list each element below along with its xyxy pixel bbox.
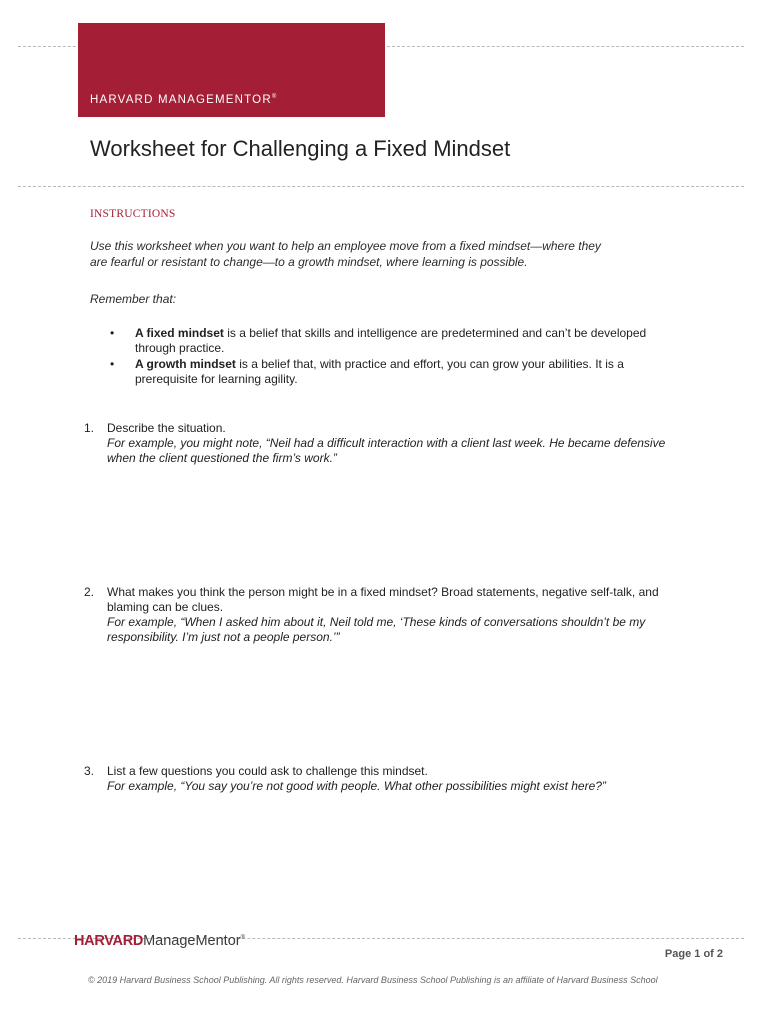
term: A fixed mindset	[135, 326, 224, 340]
question-example: when the client questioned the firm’s work.”	[107, 451, 337, 465]
question-prompt: What makes you think the person might be in a fixed mindset? Broad statements, negative self-talk, and	[107, 585, 659, 599]
definition-continued: through practice.	[135, 341, 225, 355]
instructions-heading: INSTRUCTIONS	[90, 208, 176, 220]
registered-mark: ®	[240, 935, 246, 941]
page-number: Page 1 of 2	[664, 948, 723, 960]
brand-label: HARVARD MANAGEMENTOR	[90, 94, 272, 106]
bullet-icon: •	[110, 326, 115, 340]
term: A growth mindset	[135, 357, 236, 371]
registered-mark: ®	[271, 94, 277, 100]
question-prompt: blaming can be clues.	[107, 600, 224, 614]
brand-logo	[90, 94, 276, 106]
question-number: 1.	[84, 421, 95, 435]
question-example: For example, “You say you’re not good with people. What other possibilities might exist here?”	[107, 779, 606, 793]
list-item	[110, 357, 670, 387]
intro-line: Use this worksheet when you want to help an employee move from a fixed mindset—where they	[90, 239, 601, 253]
question-prompt: List a few questions you could ask to challenge this mindset.	[107, 764, 428, 778]
bullet-icon: •	[110, 357, 115, 371]
question-number: 3.	[84, 764, 95, 778]
header-banner	[78, 23, 385, 117]
question-example: For example, you might note, “Neil had a difficult interaction with a client last week. He became defensive	[107, 436, 666, 450]
footer-logo-light: ManageMentor	[143, 933, 241, 949]
copyright-notice: © 2019 Harvard Business School Publishing. All rights reserved. Harvard Business School Publishing is an affiliate of Harvard Business School	[88, 975, 658, 985]
question-1	[84, 421, 704, 466]
definition: is a belief that, with practice and effort, you can grow your abilities. It is a	[235, 357, 624, 371]
intro-line: are fearful or resistant to change—to a growth mindset, where learning is possible.	[90, 255, 528, 269]
question-number: 2.	[84, 585, 95, 599]
title-divider	[18, 186, 744, 187]
question-example: responsibility. I’m just not a people person.’”	[107, 630, 340, 644]
footer-logo	[74, 929, 245, 950]
question-prompt: Describe the situation.	[107, 421, 226, 435]
question-example: For example, “When I asked him about it, Neil told me, ‘These kinds of conversations shouldn’t be my	[107, 615, 646, 629]
mindset-definitions	[110, 326, 670, 388]
definition: is a belief that skills and intelligence are predetermined and can’t be developed	[223, 326, 647, 340]
question-3	[84, 764, 704, 794]
instructions-intro	[90, 238, 601, 270]
question-2	[84, 585, 704, 645]
footer-logo-bold: HARVARD	[74, 933, 144, 949]
remember-text: Remember that:	[90, 292, 177, 306]
page-title: Worksheet for Challenging a Fixed Mindset	[90, 136, 511, 161]
definition-continued: prerequisite for learning agility.	[135, 372, 298, 386]
list-item	[110, 326, 670, 356]
